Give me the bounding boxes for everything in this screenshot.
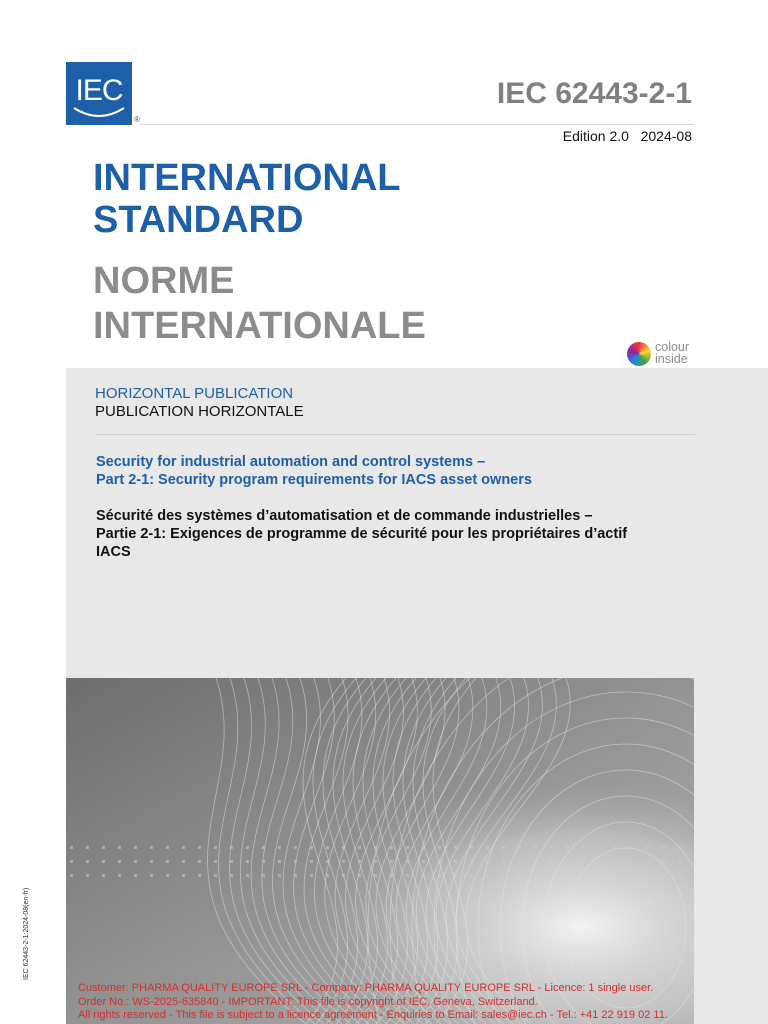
cover-dot: [326, 874, 329, 877]
standard-number: IEC 62443-2-1: [496, 77, 692, 110]
licence-line3: All rights reserved - This file is subject to a licence agreement - Enquiries to Email: sales@iec.ch - Tel.: +41 22 919 02 11.: [78, 1009, 668, 1022]
cover-dot: [614, 860, 617, 863]
licence-line2: Order No.: WS-2025-635840 - IMPORTANT: This file is copyright of IEC, Geneva, Switzerland.: [78, 995, 538, 1008]
colour-inside-text: [655, 342, 689, 365]
cover-dot: [406, 874, 409, 877]
cover-dot: [342, 874, 345, 877]
title-english: [93, 157, 401, 241]
cover-dot: [390, 846, 393, 849]
licence-line1: Customer: PHARMA QUALITY EUROPE SRL - Company: PHARMA QUALITY EUROPE SRL - Licence: 1 single user.: [78, 982, 654, 994]
side-reference-label: IEC 62443-2-1:2024-08(en-fr): [23, 887, 30, 980]
cover-dot: [646, 846, 649, 849]
cover-dot: [86, 846, 89, 849]
publication-type-fr: PUBLICATION HORIZONTALE: [95, 403, 304, 420]
cover-dot: [406, 860, 409, 863]
cover-dot: [294, 860, 297, 863]
cover-dot: [294, 874, 297, 877]
cover-dot: [310, 874, 313, 877]
cover-dot: [630, 874, 633, 877]
cover-dot: [374, 846, 377, 849]
cover-dot: [582, 860, 585, 863]
cover-dot: [358, 846, 361, 849]
cover-dot: [550, 846, 553, 849]
cover-dot: [198, 860, 201, 863]
cover-dot: [518, 846, 521, 849]
cover-dot: [134, 846, 137, 849]
edition-line: [563, 128, 692, 144]
cover-dot: [502, 874, 505, 877]
cover-dot: [150, 874, 153, 877]
cover-dot: [182, 860, 185, 863]
licence-notice: [78, 982, 668, 1023]
cover-dot: [70, 860, 73, 863]
cover-dot: [678, 846, 681, 849]
publication-type-en: HORIZONTAL PUBLICATION: [95, 385, 294, 402]
colour-text-line1: colour: [655, 340, 690, 354]
cover-dot: [502, 846, 505, 849]
cover-dot: [470, 874, 473, 877]
cover-dot: [646, 860, 649, 863]
cover-dot: [70, 846, 73, 849]
cover-dot: [390, 874, 393, 877]
colour-wheel-icon: [627, 342, 651, 366]
cover-dot: [118, 846, 121, 849]
subtitle-english: [96, 453, 696, 489]
cover-dot: [550, 860, 553, 863]
cover-dot: [182, 846, 185, 849]
cover-dot: [678, 874, 681, 877]
cover-dot: [230, 874, 233, 877]
cover-dot: [566, 846, 569, 849]
cover-dot: [598, 860, 601, 863]
title-french: [93, 259, 426, 349]
edition-date: 2024-08: [640, 128, 692, 144]
cover-dot: [502, 860, 505, 863]
cover-image: [66, 678, 694, 1024]
cover-dot: [134, 860, 137, 863]
subtitle-en-line2: Part 2-1: Security program requirements for IACS asset owners: [96, 472, 532, 488]
subtitle-french: [96, 507, 696, 561]
cover-dot: [182, 874, 185, 877]
cover-dot: [614, 846, 617, 849]
cover-dot: [198, 874, 201, 877]
cover-dot: [214, 846, 217, 849]
cover-dot: [214, 860, 217, 863]
cover-dot: [518, 860, 521, 863]
edition-label: Edition 2.0: [562, 128, 629, 144]
subtitle-fr-line2: Partie 2-1: Exigences de programme de sécurité pour les propriétaires d’actif: [96, 526, 628, 542]
subtitle-fr-line1: Sécurité des systèmes d’automatisation et de commande industrielles –: [96, 508, 593, 524]
cover-dot: [294, 846, 297, 849]
cover-dot: [102, 860, 105, 863]
cover-dot: [134, 874, 137, 877]
cover-dot: [246, 874, 249, 877]
iec-logo: [66, 62, 132, 125]
cover-dot: [678, 860, 681, 863]
cover-dot: [166, 860, 169, 863]
cover-dot: [230, 860, 233, 863]
cover-dot: [150, 846, 153, 849]
cover-dot: [326, 860, 329, 863]
cover-dot: [262, 846, 265, 849]
cover-dot: [102, 846, 105, 849]
cover-dot: [454, 846, 457, 849]
cover-dot: [342, 846, 345, 849]
cover-dot: [438, 874, 441, 877]
title-fr-line1: NORME: [93, 260, 235, 302]
cover-dot: [374, 860, 377, 863]
cover-dot: [262, 860, 265, 863]
cover-dot: [486, 860, 489, 863]
cover-dot: [534, 846, 537, 849]
cover-dot: [326, 846, 329, 849]
title-fr-line2: INTERNATIONALE: [93, 305, 426, 347]
cover-dot: [150, 860, 153, 863]
cover-dot: [470, 860, 473, 863]
cover-dot: [582, 846, 585, 849]
cover-dot: [566, 860, 569, 863]
cover-dot: [70, 874, 73, 877]
cover-dot: [278, 860, 281, 863]
cover-dot: [630, 860, 633, 863]
cover-dot: [662, 846, 665, 849]
cover-dot: [310, 860, 313, 863]
cover-glow: [66, 678, 694, 1024]
cover-dot: [486, 846, 489, 849]
colour-text-line2: inside: [655, 351, 688, 366]
cover-dot: [438, 860, 441, 863]
registered-mark: ®: [134, 115, 140, 124]
cover-dot: [358, 874, 361, 877]
cover-dot: [438, 846, 441, 849]
cover-dot: [662, 860, 665, 863]
title-en-line2: STANDARD: [93, 199, 304, 241]
cover-dot: [598, 874, 601, 877]
cover-dot: [262, 874, 265, 877]
cover-dot: [86, 860, 89, 863]
cover-dot: [470, 846, 473, 849]
cover-dot: [342, 860, 345, 863]
header-divider: [140, 124, 694, 125]
cover-dot: [422, 846, 425, 849]
cover-dot: [614, 874, 617, 877]
cover-dot: [550, 874, 553, 877]
cover-dot: [374, 874, 377, 877]
cover-dot: [598, 846, 601, 849]
cover-dot: [646, 874, 649, 877]
iec-logo-text: IEC: [75, 74, 123, 107]
cover-dot: [534, 860, 537, 863]
cover-dot: [454, 874, 457, 877]
colour-inside-badge: [627, 342, 699, 366]
subtitle-en-line1: Security for industrial automation and control systems –: [96, 454, 486, 470]
cover-dot: [278, 874, 281, 877]
cover-dot: [422, 874, 425, 877]
cover-dot: [230, 846, 233, 849]
cover-dot: [518, 874, 521, 877]
cover-dot: [390, 860, 393, 863]
cover-dot: [118, 860, 121, 863]
cover-dot: [534, 874, 537, 877]
cover-dot: [118, 874, 121, 877]
cover-dot: [86, 874, 89, 877]
cover-dot: [422, 860, 425, 863]
cover-dot: [406, 846, 409, 849]
cover-dot: [582, 874, 585, 877]
cover-dot: [454, 860, 457, 863]
cover-dot: [662, 874, 665, 877]
cover-dot: [214, 874, 217, 877]
cover-dot: [278, 846, 281, 849]
subtitle-fr-line3: IACS: [96, 544, 131, 560]
title-en-line1: INTERNATIONAL: [93, 157, 401, 199]
cover-dot: [166, 846, 169, 849]
cover-dot: [310, 846, 313, 849]
cover-dot: [566, 874, 569, 877]
cover-dot: [166, 874, 169, 877]
cover-dot: [198, 846, 201, 849]
cover-dot: [246, 860, 249, 863]
cover-dot: [630, 846, 633, 849]
cover-dot: [486, 874, 489, 877]
cover-dot: [358, 860, 361, 863]
cover-dot: [102, 874, 105, 877]
panel-divider: [95, 434, 695, 435]
cover-dot: [246, 846, 249, 849]
